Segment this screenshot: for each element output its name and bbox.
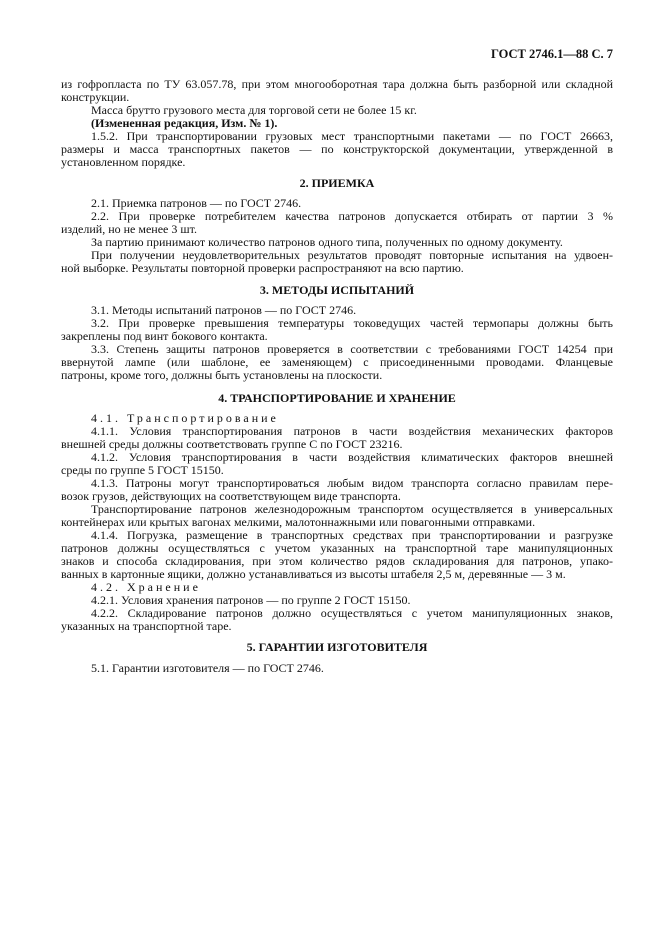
paragraph-line: патронов должны осуществляться с учетом указанных на транспортной таре манипуляционных (61, 542, 613, 555)
paragraph-line: За партию принимают количество патронов одного типа, полученных по одному документу. (91, 235, 563, 249)
paragraph-line: внешней среды должны соответствовать группе С по ГОСТ 23216. (61, 437, 403, 451)
paragraph-line: 4.2. Хранение (91, 580, 201, 594)
section-heading: 5. ГАРАНТИИ ИЗГОТОВИТЕЛЯ (246, 640, 428, 654)
paragraph-line: 1.5.2. При транспортировании грузовых мест транспортными пакетами — по ГОСТ 26663, (91, 130, 613, 143)
paragraph-line: Масса брутто грузового места для торговой сети не более 15 кг. (91, 103, 417, 117)
paragraph-line: патроны, кроме того, должны быть установлены на плоскости. (61, 368, 383, 382)
paragraph-line: 2.2. При проверке потребителем качества патронов допускается отбирать от партии 3 % (91, 210, 613, 223)
paragraph-line: 3.2. При проверке превышения температуры токоведущих частей термопары должны быть (91, 317, 613, 330)
paragraph-line: При получении неудовлетворительных результатов проводят повторные испытания на удвоен- (91, 249, 613, 262)
section-heading: 2. ПРИЕМКА (299, 176, 375, 190)
paragraph-line: 4.1.2. Условия транспортирования в части воздействия климатических факторов внешней (91, 451, 613, 464)
paragraph-line: закреплены под винт бокового контакта. (61, 329, 268, 343)
paragraph-line: 2.1. Приемка патронов — по ГОСТ 2746. (91, 196, 302, 210)
paragraph-line: возок грузов, действующих на соответствующем виде транспорта. (61, 489, 401, 503)
paragraph-line: ввернутой лампе (или шаблоне, ее заменяющем) с присоединенными проводами. Фланцевые (61, 356, 613, 369)
paragraph-line: конструкции. (61, 90, 130, 104)
paragraph-line: 5.1. Гарантии изготовителя — по ГОСТ 2746. (91, 661, 324, 675)
section-body (61, 304, 613, 382)
paragraph-line: 4.1.3. Патроны могут транспортироваться любым видом транспорта согласно правилам пере- (91, 477, 613, 490)
paragraph-line: изделий, но не менее 3 шт. (61, 222, 197, 236)
paragraph-line: установленном порядке. (61, 155, 186, 169)
paragraph-line: 4.1.4. Погрузка, размещение в транспортных средствах при транспортировании и разгрузке (91, 529, 613, 542)
paragraph-line: знаков и способа складирования, при этом количество рядов складирования для патронов, упако- (61, 555, 613, 568)
paragraph-line: ванных в картонные ящики, должно устанавливаться из высоты штабеля 2,5 м, деревянные — 3 м. (61, 567, 566, 581)
paragraph-line: Транспортирование патронов железнодорожным транспортом осуществляется в универсальных (91, 503, 613, 516)
section-body (61, 78, 613, 169)
paragraph-line: (Измененная редакция, Изм. № 1). (91, 116, 278, 130)
paragraph-line: размеры и масса транспортных пакетов — по конструкторской документации, утвержденной в (61, 143, 613, 156)
paragraph-line: 4.1.1. Условия транспортирования патронов в части воздействия механических факторов (91, 425, 613, 438)
paragraph-line: из гофропласта по ТУ 63.057.78, при этом многооборотная тара должна быть разборной или складной (61, 78, 613, 91)
paragraph-line: контейнерах или крытых вагонах мелкими, малотоннажными или повагонными отправками. (61, 515, 536, 529)
paragraph-line: 3.3. Степень защиты патронов проверяется в соответствии с требованиями ГОСТ 14254 при (91, 343, 613, 356)
paragraph-line: 4.2.1. Условия хранения патронов — по группе 2 ГОСТ 15150. (91, 593, 411, 607)
section-heading: 3. МЕТОДЫ ИСПЫТАНИЙ (259, 283, 415, 297)
section-heading: 4. ТРАНСПОРТИРОВАНИЕ И ХРАНЕНИЕ (218, 391, 456, 405)
section-body (61, 197, 613, 275)
paragraph-line: 4.2.2. Складирование патронов должно осуществляться с учетом манипуляционных знаков, (91, 607, 613, 620)
page-header: ГОСТ 2746.1—88 С. 7 (490, 47, 613, 61)
paragraph-line: ной выборке. Результаты повторной проверки распространяют на всю партию. (61, 261, 464, 275)
paragraph-line: 3.1. Методы испытаний патронов — по ГОСТ 2746. (91, 303, 357, 317)
paragraph-line: среды по группе 5 ГОСТ 15150. (61, 463, 224, 477)
paragraph-line: 4.1. Транспортирование (91, 411, 279, 425)
section-body (61, 412, 613, 633)
paragraph-line: указанных на транспортной таре. (61, 619, 232, 633)
section-body (61, 662, 613, 675)
